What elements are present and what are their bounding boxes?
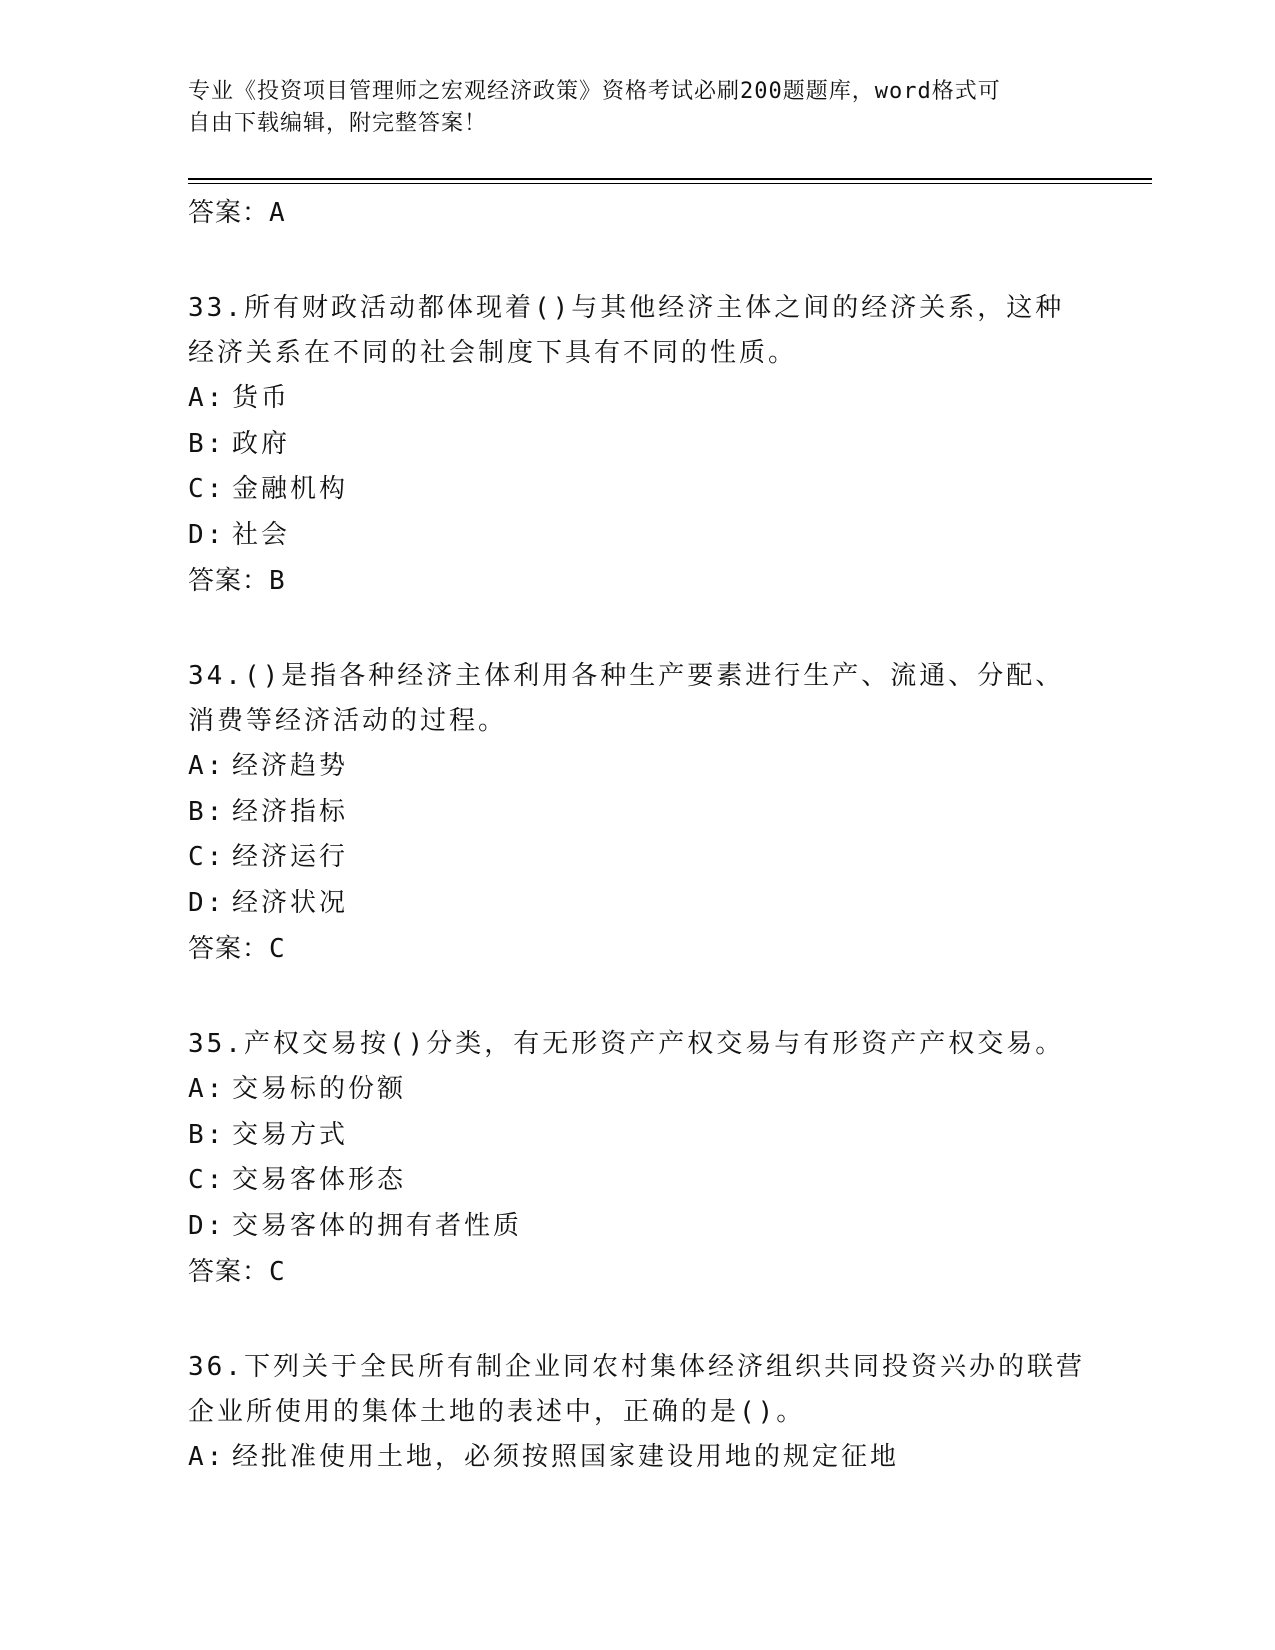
- option-d: D: 交易客体的拥有者性质: [188, 1210, 523, 1241]
- question-stem: 35.产权交易按()分类，有无形资产产权交易与有形资产产权交易。: [188, 1029, 1065, 1059]
- question-34: [188, 654, 1088, 972]
- page-header: [188, 76, 1088, 140]
- option-c: C: 经济运行: [188, 842, 349, 872]
- question-stem: 36.下列关于全民所有制企业同农村集体经济组织共同投资兴办的联营企业所使用的集体土地的表述中，正确的是()。: [188, 1352, 1085, 1427]
- option-d: D: 经济状况: [188, 887, 349, 918]
- answer-line: 答案：C: [188, 934, 286, 964]
- question-stem: 33.所有财政活动都体现着()与其他经济主体之间的经济关系，这种经济关系在不同的社会制度下具有不同的性质。: [188, 293, 1065, 368]
- option-a: A: 交易标的份额: [188, 1074, 407, 1104]
- option-d: D: 社会: [188, 519, 291, 550]
- option-a: A: 经济趋势: [188, 751, 349, 781]
- header-line-2: 自由下载编辑，附完整答案！: [188, 111, 488, 136]
- option-c: C: 交易客体形态: [188, 1165, 407, 1195]
- header-line-1: 专业《投资项目管理师之宏观经济政策》资格考试必刷200题题库，word格式可: [188, 79, 1001, 104]
- option-a: A: 货币: [188, 383, 291, 413]
- option-c: C: 金融机构: [188, 474, 349, 504]
- option-b: B: 经济指标: [188, 796, 349, 827]
- header-rule-thick: [188, 178, 1152, 180]
- answer-line: 答案：C: [188, 1257, 286, 1287]
- question-35: [188, 1022, 1088, 1295]
- question-list: [188, 190, 1088, 1481]
- answer-line: 答案：B: [188, 566, 286, 596]
- question-33: [188, 286, 1088, 604]
- previous-answer: 答案：A: [188, 198, 286, 228]
- option-b: B: 交易方式: [188, 1119, 349, 1150]
- question-stem: 34.()是指各种经济主体利用各种生产要素进行生产、流通、分配、消费等经济活动的过程。: [188, 661, 1065, 736]
- header-rule-thin: [188, 183, 1152, 184]
- option-b: B: 政府: [188, 428, 291, 459]
- question-36: [188, 1345, 1088, 1481]
- option-a: A: 经批准使用土地，必须按照国家建设用地的规定征地: [188, 1442, 900, 1472]
